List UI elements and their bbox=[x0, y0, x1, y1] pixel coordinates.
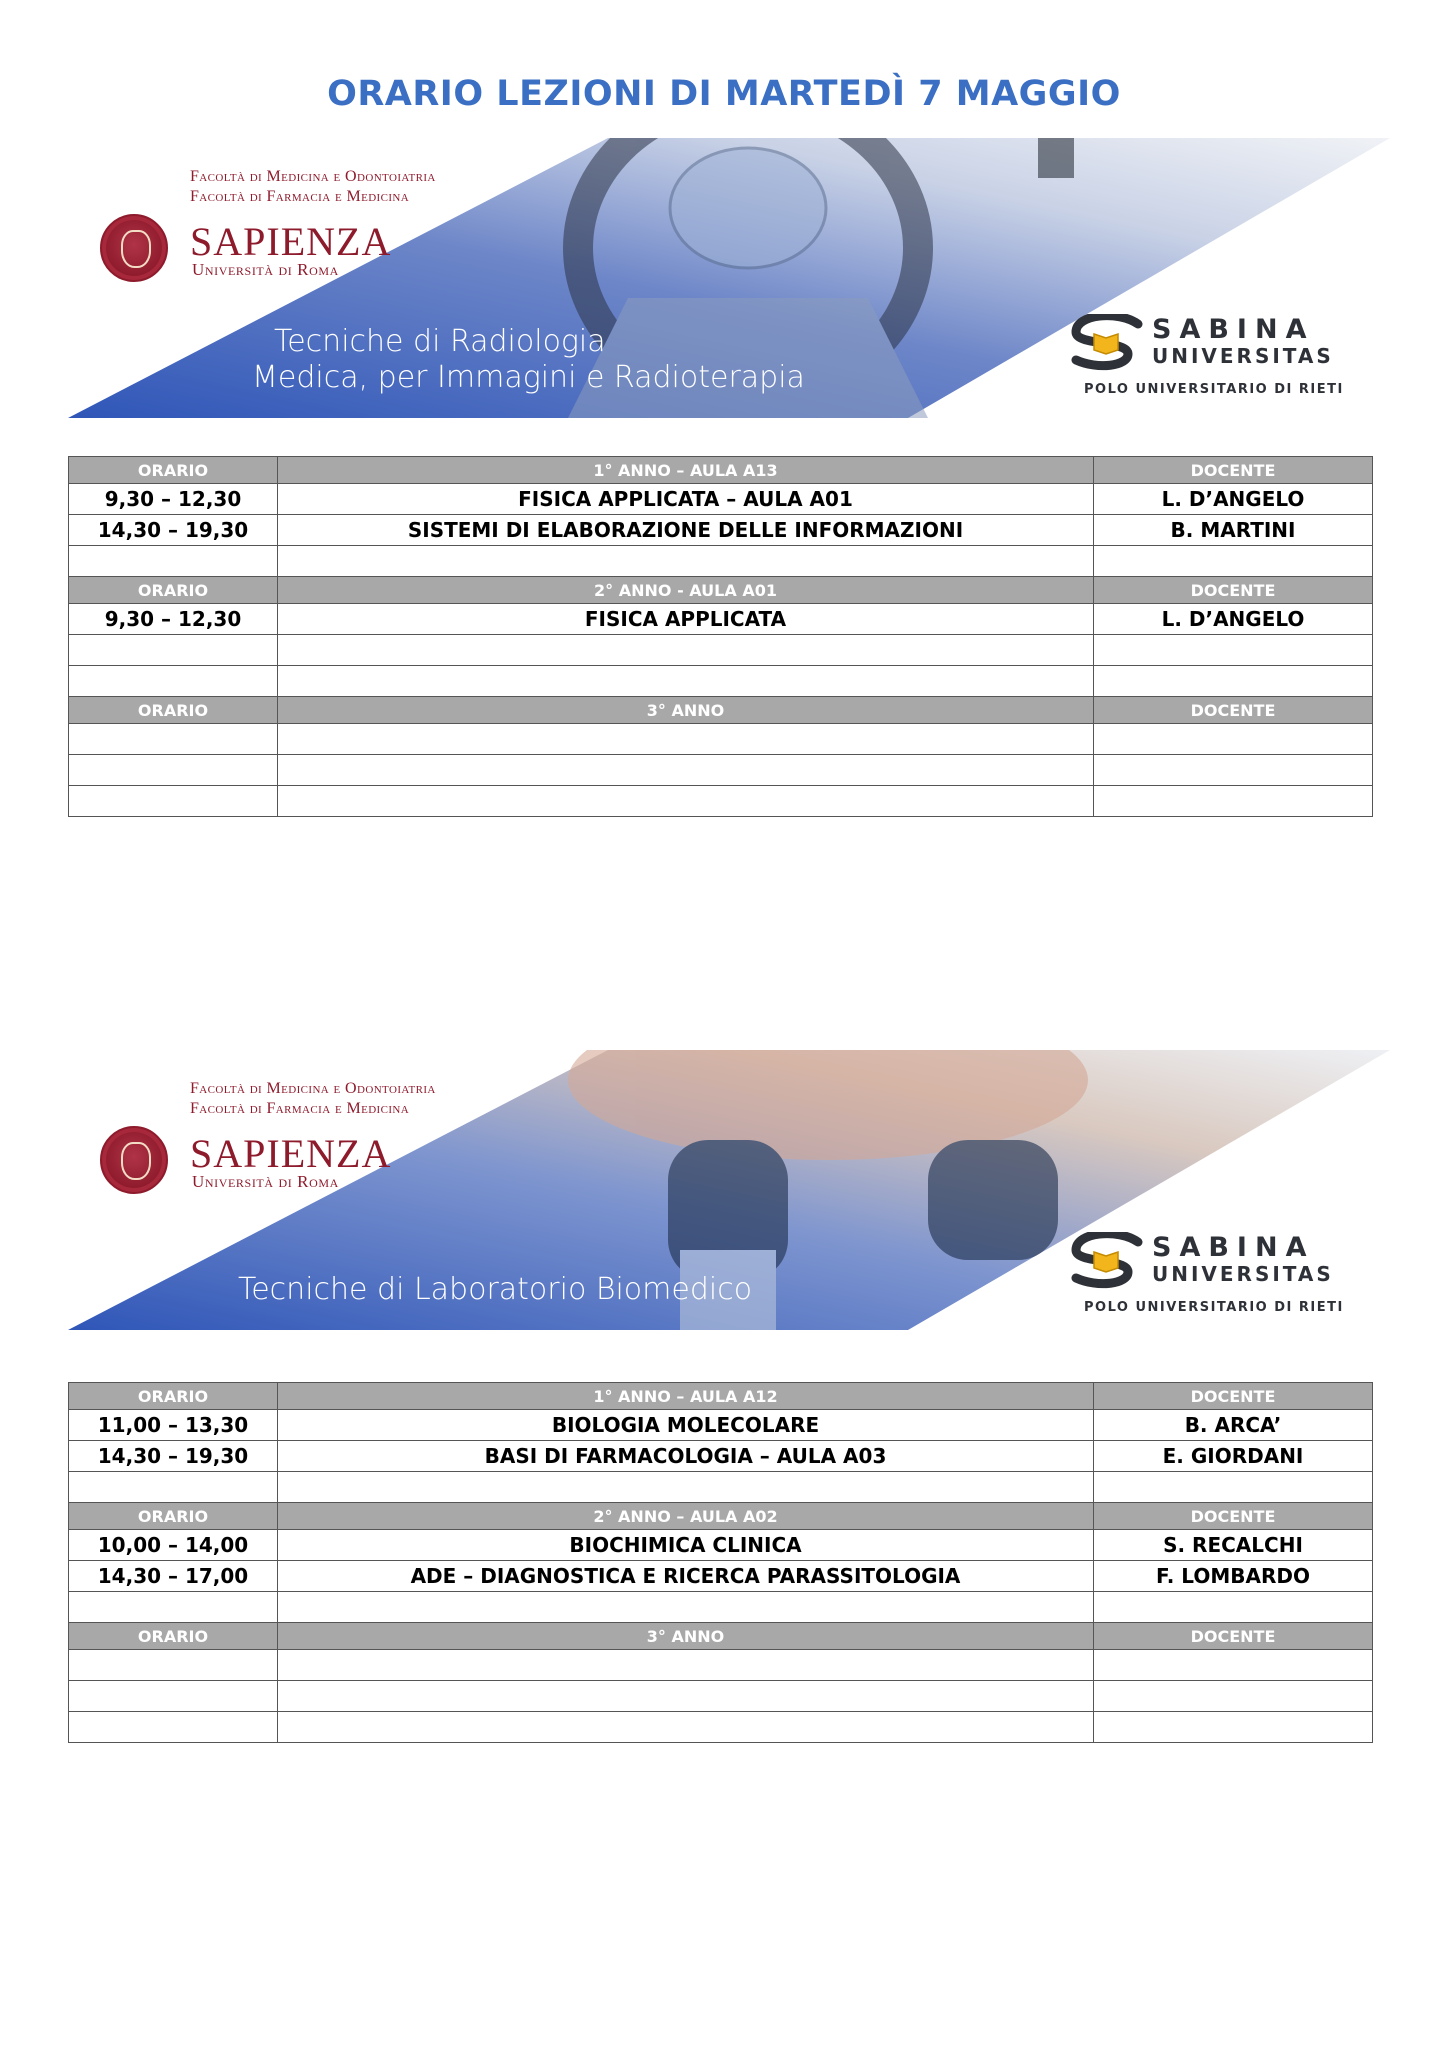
time-cell bbox=[69, 666, 278, 697]
faculty-line-1: Facoltà di Medicina e Odontoiatria bbox=[190, 168, 436, 185]
subject-cell bbox=[278, 1592, 1094, 1623]
time-cell: 14,30 – 19,30 bbox=[69, 515, 278, 546]
faculty-line-2: Facoltà di Farmacia e Medicina bbox=[190, 1100, 410, 1117]
teacher-cell: L. D’ANGELO bbox=[1094, 484, 1373, 515]
teacher-cell bbox=[1094, 635, 1373, 666]
sabina-logo bbox=[1068, 1232, 1368, 1322]
subject-cell bbox=[278, 1681, 1094, 1712]
header-cell: ORARIO bbox=[69, 697, 278, 724]
header-cell: DOCENTE bbox=[1094, 1503, 1373, 1530]
teacher-cell bbox=[1094, 1681, 1373, 1712]
teacher-cell bbox=[1094, 666, 1373, 697]
sabina-sub: UNIVERSITAS bbox=[1152, 344, 1334, 368]
teacher-cell bbox=[1094, 546, 1373, 577]
table-row bbox=[69, 1561, 1373, 1592]
schedule-table-laboratory bbox=[68, 1382, 1373, 1743]
sabina-book-icon bbox=[1068, 314, 1148, 372]
time-cell: 14,30 – 17,00 bbox=[69, 1561, 278, 1592]
teacher-cell bbox=[1094, 1592, 1373, 1623]
table-header-row bbox=[69, 577, 1373, 604]
table-row bbox=[69, 1712, 1373, 1743]
table-row bbox=[69, 635, 1373, 666]
header-cell: DOCENTE bbox=[1094, 697, 1373, 724]
subject-cell: FISICA APPLICATA bbox=[278, 604, 1094, 635]
sabina-name: SABINA bbox=[1152, 314, 1315, 345]
time-cell bbox=[69, 724, 278, 755]
time-cell: 11,00 – 13,30 bbox=[69, 1410, 278, 1441]
header-cell: 2° ANNO - AULA A01 bbox=[278, 577, 1094, 604]
teacher-cell bbox=[1094, 1472, 1373, 1503]
time-cell: 10,00 – 14,00 bbox=[69, 1530, 278, 1561]
table-row bbox=[69, 604, 1373, 635]
table-row bbox=[69, 1530, 1373, 1561]
teacher-cell bbox=[1094, 724, 1373, 755]
course-banner-laboratory bbox=[68, 1050, 1390, 1330]
subject-cell bbox=[278, 1650, 1094, 1681]
time-cell: 14,30 – 19,30 bbox=[69, 1441, 278, 1472]
table-header-row bbox=[69, 1383, 1373, 1410]
header-cell: 1° ANNO – AULA A12 bbox=[278, 1383, 1094, 1410]
subject-cell: FISICA APPLICATA – AULA A01 bbox=[278, 484, 1094, 515]
table-row bbox=[69, 786, 1373, 817]
subject-cell bbox=[278, 1472, 1094, 1503]
sabina-book-icon bbox=[1068, 1232, 1148, 1290]
table-row bbox=[69, 484, 1373, 515]
table-row bbox=[69, 1472, 1373, 1503]
sabina-name: SABINA bbox=[1152, 1232, 1315, 1263]
header-cell: 2° ANNO – AULA A02 bbox=[278, 1503, 1094, 1530]
course-title-line-2: Medica, per Immagini e Radioterapia bbox=[252, 360, 805, 395]
faculty-line-1: Facoltà di Medicina e Odontoiatria bbox=[190, 1080, 436, 1097]
university-name: SAPIENZA bbox=[190, 219, 392, 264]
header-cell: DOCENTE bbox=[1094, 457, 1373, 484]
table-header-row bbox=[69, 457, 1373, 484]
table-row bbox=[69, 515, 1373, 546]
header-cell: ORARIO bbox=[69, 1383, 278, 1410]
time-cell bbox=[69, 1472, 278, 1503]
header-cell: ORARIO bbox=[69, 577, 278, 604]
teacher-cell: S. RECALCHI bbox=[1094, 1530, 1373, 1561]
sapienza-logo bbox=[84, 1066, 504, 1206]
header-cell: DOCENTE bbox=[1094, 1383, 1373, 1410]
table-header-row bbox=[69, 697, 1373, 724]
teacher-cell: B. ARCA’ bbox=[1094, 1410, 1373, 1441]
teacher-cell bbox=[1094, 1650, 1373, 1681]
course-banner-radiology bbox=[68, 138, 1390, 418]
teacher-cell: B. MARTINI bbox=[1094, 515, 1373, 546]
time-cell bbox=[69, 1712, 278, 1743]
sapienza-logo bbox=[84, 154, 504, 294]
teacher-cell: F. LOMBARDO bbox=[1094, 1561, 1373, 1592]
subject-cell bbox=[278, 1712, 1094, 1743]
subject-cell bbox=[278, 755, 1094, 786]
table-row bbox=[69, 1681, 1373, 1712]
subject-cell: SISTEMI DI ELABORAZIONE DELLE INFORMAZIONI bbox=[278, 515, 1094, 546]
course-title-line-1: Tecniche di Laboratorio Biomedico bbox=[238, 1272, 753, 1307]
page-title: ORARIO LEZIONI DI MARTEDÌ 7 MAGGIO bbox=[327, 74, 1121, 114]
subject-cell bbox=[278, 546, 1094, 577]
table-header-row bbox=[69, 1503, 1373, 1530]
faculty-line-2: Facoltà di Farmacia e Medicina bbox=[190, 188, 410, 205]
time-cell bbox=[69, 546, 278, 577]
time-cell: 9,30 – 12,30 bbox=[69, 484, 278, 515]
subject-cell: ADE – DIAGNOSTICA E RICERCA PARASSITOLOGIA bbox=[278, 1561, 1094, 1592]
subject-cell bbox=[278, 666, 1094, 697]
time-cell bbox=[69, 755, 278, 786]
table-row bbox=[69, 755, 1373, 786]
table-row bbox=[69, 1592, 1373, 1623]
sapienza-emblem-icon bbox=[100, 214, 168, 282]
subject-cell bbox=[278, 635, 1094, 666]
university-sub: Università di Roma bbox=[192, 260, 339, 279]
table-row bbox=[69, 1410, 1373, 1441]
subject-cell bbox=[278, 724, 1094, 755]
table-row bbox=[69, 724, 1373, 755]
time-cell bbox=[69, 786, 278, 817]
subject-cell: BIOLOGIA MOLECOLARE bbox=[278, 1410, 1094, 1441]
table-row bbox=[69, 1650, 1373, 1681]
time-cell bbox=[69, 1681, 278, 1712]
sapienza-emblem-icon bbox=[100, 1126, 168, 1194]
course-title-line-1: Tecniche di Radiologia bbox=[274, 324, 606, 359]
header-cell: ORARIO bbox=[69, 1503, 278, 1530]
time-cell bbox=[69, 1650, 278, 1681]
time-cell bbox=[69, 635, 278, 666]
course-title bbox=[252, 324, 805, 396]
time-cell: 9,30 – 12,30 bbox=[69, 604, 278, 635]
header-cell: ORARIO bbox=[69, 457, 278, 484]
sabina-sub: UNIVERSITAS bbox=[1152, 1262, 1334, 1286]
sabina-polo: POLO UNIVERSITARIO DI RIETI bbox=[1084, 1300, 1344, 1315]
header-cell: 1° ANNO – AULA A13 bbox=[278, 457, 1094, 484]
university-sub: Università di Roma bbox=[192, 1172, 339, 1191]
header-cell: ORARIO bbox=[69, 1623, 278, 1650]
subject-cell: BIOCHIMICA CLINICA bbox=[278, 1530, 1094, 1561]
sabina-logo bbox=[1068, 314, 1368, 404]
subject-cell: BASI DI FARMACOLOGIA – AULA A03 bbox=[278, 1441, 1094, 1472]
table-row bbox=[69, 546, 1373, 577]
teacher-cell: L. D’ANGELO bbox=[1094, 604, 1373, 635]
teacher-cell bbox=[1094, 1712, 1373, 1743]
teacher-cell bbox=[1094, 786, 1373, 817]
university-name: SAPIENZA bbox=[190, 1131, 392, 1176]
time-cell bbox=[69, 1592, 278, 1623]
header-cell: 3° ANNO bbox=[278, 1623, 1094, 1650]
subject-cell bbox=[278, 786, 1094, 817]
teacher-cell: E. GIORDANI bbox=[1094, 1441, 1373, 1472]
table-row bbox=[69, 1441, 1373, 1472]
course-title bbox=[238, 1272, 752, 1308]
header-cell: 3° ANNO bbox=[278, 697, 1094, 724]
header-cell: DOCENTE bbox=[1094, 577, 1373, 604]
schedule-table-radiology bbox=[68, 456, 1373, 817]
header-cell: DOCENTE bbox=[1094, 1623, 1373, 1650]
table-row bbox=[69, 666, 1373, 697]
table-header-row bbox=[69, 1623, 1373, 1650]
sabina-polo: POLO UNIVERSITARIO DI RIETI bbox=[1084, 382, 1344, 397]
teacher-cell bbox=[1094, 755, 1373, 786]
